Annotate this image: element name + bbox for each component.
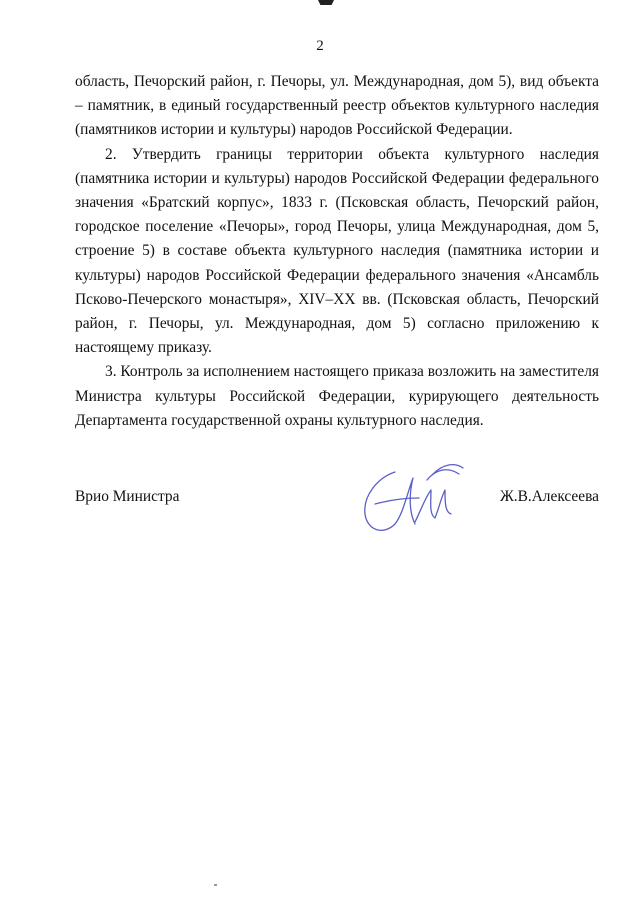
paragraph-item-3: 3. Контроль за исполнением настоящего приказа возложить на заместителя Министра культуры Российской Федерации, курирующего деятельность Департамента государственной охраны культурного наследия. [75,363,600,429]
handwritten-signature-icon [355,452,470,537]
scan-edge-mark [318,0,334,5]
document-body [75,70,599,433]
signer-name: Ж.В.Алексеева [499,488,599,505]
paragraph-continuation: область, Печорский район, г. Печоры, ул. Международная, дом 5), вид объекта – памятник, в единый государственный реестр объектов культурного наследия (памятников истории и культуры) народов Российской Федерации. [75,73,599,139]
paragraph-item-2: 2. Утвердить границы территории объекта культурного наследия (памятника истории и культуры) народов Российской Федерации федерального значения «Братский корпус», 1833 г. (Псковская область, Печорский район, городское поселение «Печоры», город Печоры, улица Международная, дом 5, строение 5) в составе объекта культурного наследия (памятника истории и культуры) народов Российской Федерации федерального значения «Ансамбль Псково-Печерского монастыря», XIV–XX вв. (Псковская область, Печорский район, г. Печоры, ул. Международная, дом 5) согласно приложению к настоящему приказу. [75,145,599,357]
scan-artifact-dot [214,884,217,886]
page-number: 2 [316,38,324,54]
signer-title: Врио Министра [75,488,180,505]
